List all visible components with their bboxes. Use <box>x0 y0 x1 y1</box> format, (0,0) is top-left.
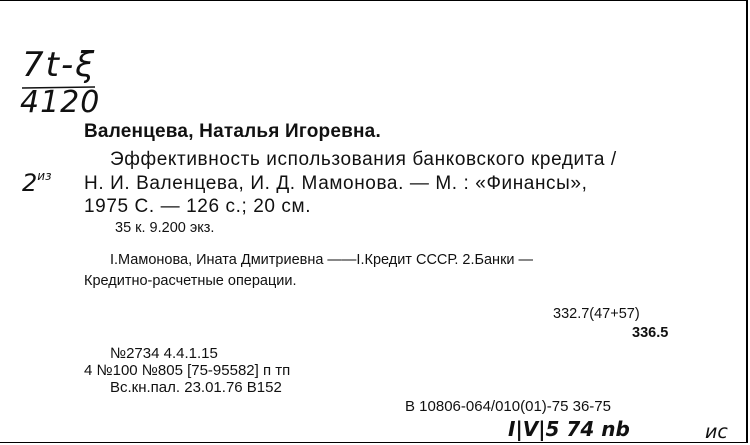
handwritten-margin-note <box>22 169 51 197</box>
tracing-line-1: I.Мамонова, Ината Дмитриевна ——I.Кредит СССР. 2.Банки — <box>110 252 534 268</box>
title-line-1: Эффективность использования банковского кредита / <box>110 149 617 170</box>
handwritten-top-code: 7t-ξ <box>22 45 97 85</box>
author-heading: Валенцева, Наталья Игоревна. <box>84 121 381 142</box>
tracing-line-2: Кредитно-расчетные операции. <box>84 273 297 289</box>
order-line: №2734 4.4.1.15 <box>110 345 218 362</box>
classification-bold: 336.5 <box>632 325 669 341</box>
handwritten-bottom-note: I|V|5 74 nb <box>508 417 630 441</box>
title-line-2: Н. И. Валенцева, И. Д. Мамонова. — М. : «Финансы», <box>84 173 588 194</box>
handwritten-margin-note-sup: из <box>37 169 52 183</box>
chamber-line: Вс.кн.пал. 23.01.76 В152 <box>110 379 282 396</box>
handwritten-margin-note-main: 2 <box>22 169 38 197</box>
handwritten-top-number: 4120 <box>20 85 101 120</box>
classification: 332.7(47+57) <box>553 306 640 322</box>
price-copies: 35 к. 9.200 экз. <box>115 220 215 236</box>
handwritten-corner-note: ис <box>705 421 728 443</box>
title-line-3: 1975 С. — 126 с.; 20 см. <box>84 196 312 217</box>
print-line: 4 №100 №805 [75-95582] п тп <box>84 362 291 379</box>
isbn-line: В 10806-064/010(01)-75 36-75 <box>405 398 611 415</box>
